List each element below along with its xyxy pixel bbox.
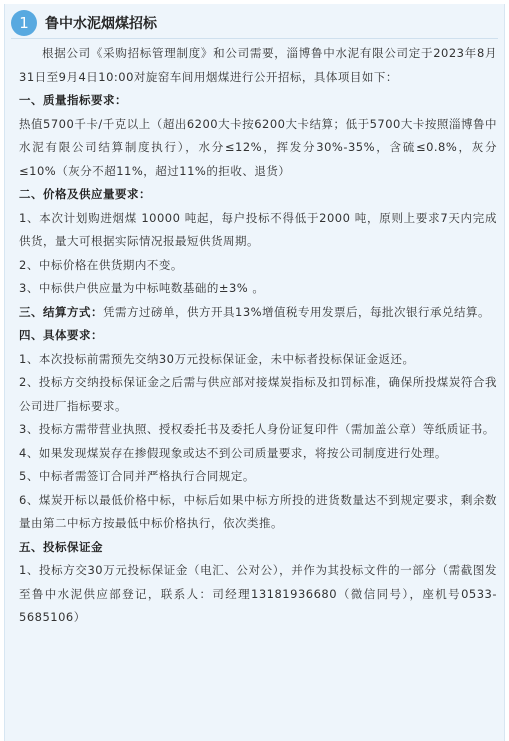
price-item-1: 1、本次计划购进烟煤 10000 吨起，每户投标不得低于2000 吨，原则上要求7天内完成供货，量大可根据实际情况报最短供货周期。 <box>19 210 497 248</box>
price-item-3: 3、中标供户供应量为中标吨数基础的±3% 。 <box>19 281 265 295</box>
specific-item-3: 3、投标方需带营业执照、授权委托书及委托人身份证复印件（需加盖公章）等纸质证书。 <box>19 422 495 436</box>
specific-item-2: 2、投标方交纳投标保证金之后需与供应部对接煤炭指标及扣罚标准，确保所投煤炭符合我公司进厂指标要求。 <box>19 375 497 413</box>
settlement-paragraph <box>19 301 497 325</box>
section-header <box>11 8 498 39</box>
section-number-badge: 1 <box>11 10 37 36</box>
specific-item-6: 6、煤炭开标以最低价格中标，中标后如果中标方所投的进货数量达不到规定要求，剩余数量由第二中标方按最低中标价格执行，依次类推。 <box>19 492 497 530</box>
specific-item-1: 1、本次投标前需预先交纳30万元投标保证金，未中标者投标保证金返还。 <box>19 351 415 366</box>
section-title: 鲁中水泥烟煤招标 <box>45 16 157 32</box>
deposit-heading: 五、投标保证金 <box>19 539 103 554</box>
price-item-2: 2、中标价格在供货期内不变。 <box>19 257 183 272</box>
settlement-label: 三、结算方式： <box>19 304 103 319</box>
price-heading: 二、价格及供应量要求： <box>19 187 151 201</box>
announcement-panel <box>4 4 505 741</box>
settlement-text: 凭需方过磅单，供方开具13%增值税专用发票后，每批次银行承兑结算。 <box>103 304 491 319</box>
intro-paragraph: 根据公司《采购招标管理制度》和公司需要，淄博鲁中水泥有限公司定于2023年8月31日至9月4日10:00对旋窑车间用烟煤进行公开招标，具体项目如下： <box>19 46 497 84</box>
specific-heading: 四、具体要求： <box>19 328 103 342</box>
specific-item-5: 5、中标者需签订合同并严格执行合同规定。 <box>19 469 255 483</box>
quality-text: 热值5700千卡/千克以上（超出6200大卡按6200大卡结算；低于5700大卡按照淄博鲁中水泥有限公司结算制度执行），水分≤12%，挥发分30%-35%，含硫≤0.8%，灰分≤10%（灰分不超11%，超过11%的拒收、退货） <box>19 116 497 178</box>
deposit-text: 1、投标方交30万元投标保证金（电汇、公对公），并作为其投标文件的一部分（需截图发至鲁中水泥供应部登记，联系人：司经理13181936680（微信同号），座机号0533-5685106） <box>19 563 497 624</box>
specific-item-4: 4、如果发现煤炭存在掺假现象或达不到公司质量要求，将按公司制度进行处理。 <box>19 445 447 460</box>
announcement-body <box>19 42 497 630</box>
quality-heading: 一、质量指标要求： <box>19 93 127 107</box>
